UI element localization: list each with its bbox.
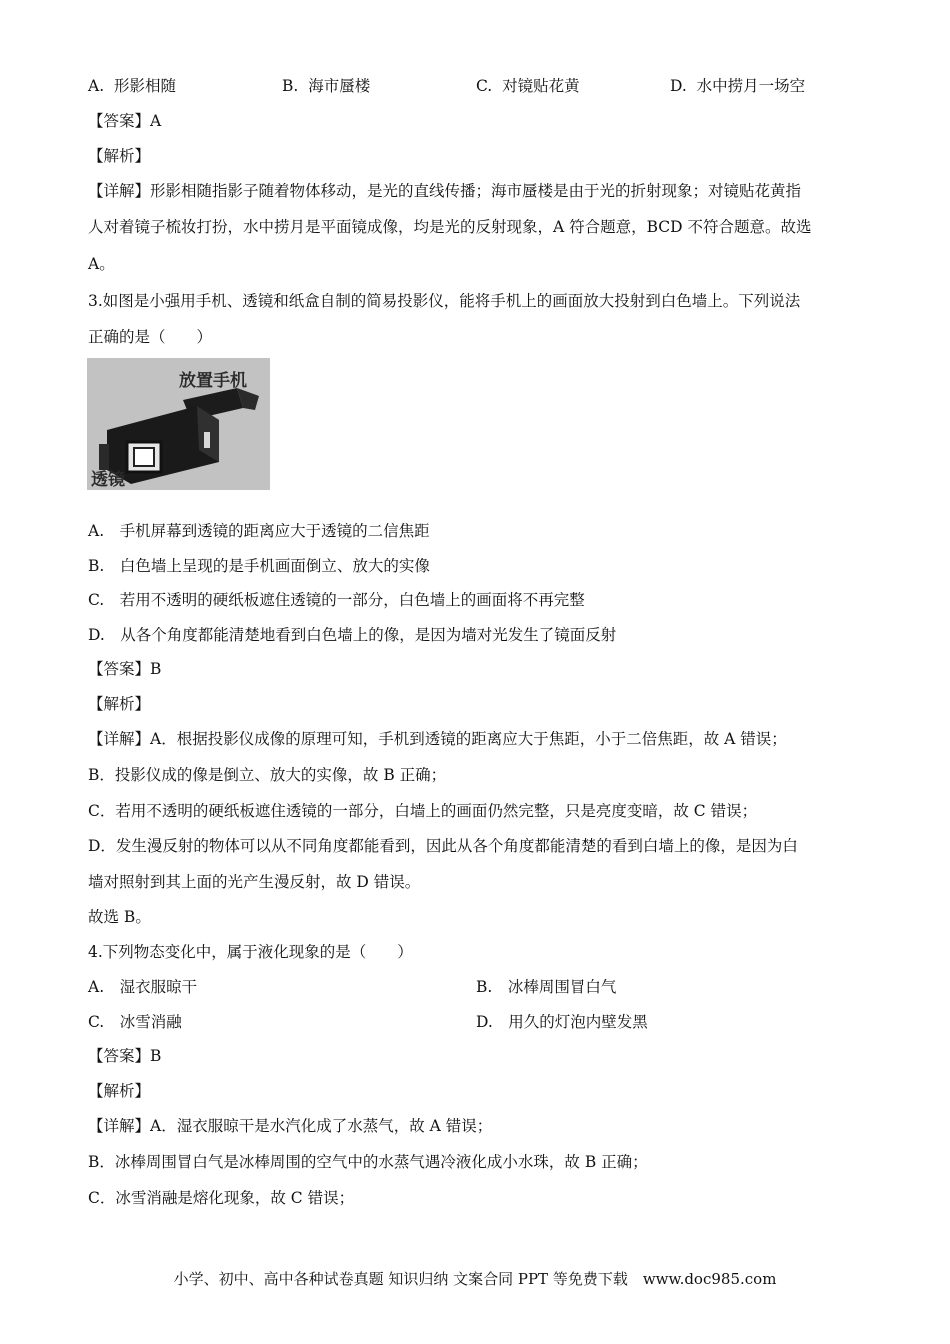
q3-detail-line: D．发生漫反射的物体可以从不同角度都能看到，因此从各个角度都能清楚的看到白墙上的像，是因为白 [88, 837, 798, 855]
q4-analysis-heading: 【解析】 [88, 1082, 151, 1100]
q4-detail-line: C．冰雪消融是熔化现象，故 C 错误； [88, 1189, 355, 1207]
q2-detail-line: 人对着镜子梳妆打扮，水中捞月是平面镜成像，均是光的反射现象，A 符合题意，BCD 不符合题意。故选 [88, 218, 812, 236]
q3-detail-line: 墙对照射到其上面的光产生漫反射，故 D 错误。 [88, 873, 421, 891]
q4-option-b: B. 冰棒周围冒白气 [476, 978, 617, 996]
q3-detail-line: C．若用不透明的硬纸板遮住透镜的一部分，白墙上的画面仍然完整，只是亮度变暗，故 C 错误； [88, 802, 758, 820]
q4-option-a: A. 湿衣服晾干 [88, 978, 198, 996]
q3-option-a: A. 手机屏幕到透镜的距离应大于透镜的二信焦距 [88, 522, 430, 540]
q4-option-c: C. 冰雪消融 [88, 1013, 182, 1031]
projector-figure [87, 358, 270, 490]
q2-detail-line: A。 [88, 255, 115, 273]
figure-label-phone: 放置手机 [179, 371, 247, 391]
q4-detail-line: B．冰棒周围冒白气是冰棒周围的空气中的水蒸气遇冷液化成小水珠，故 B 正确； [88, 1153, 648, 1171]
q2-option-b: B. 海市蜃楼 [282, 77, 371, 95]
q3-option-c: C. 若用不透明的硬纸板遮住透镜的一部分，白色墙上的画面将不再完整 [88, 591, 585, 609]
q3-option-b: B. 白色墙上呈现的是手机画面倒立、放大的实像 [88, 557, 430, 575]
q2-answer: 【答案】A [88, 112, 162, 130]
q2-option-d: D. 水中捞月一场空 [670, 77, 806, 95]
q4-answer: 【答案】B [88, 1047, 162, 1065]
figure-label-lens: 透镜 [91, 470, 125, 490]
q4-option-d: D. 用久的灯泡内壁发黑 [476, 1013, 648, 1031]
q4-stem: 4.下列物态变化中，属于液化现象的是（ ） [88, 943, 413, 961]
q3-analysis-heading: 【解析】 [88, 695, 151, 713]
page-footer: 小学、初中、高中各种试卷真题 知识归纳 文案合同 PPT 等免费下载 www.doc985.com [173, 1270, 777, 1288]
q3-detail-line: 【详解】A．根据投影仪成像的原理可知，手机到透镜的距离应大于焦距，小于二倍焦距，故 A 错误； [88, 730, 787, 748]
q3-detail-line: B．投影仪成的像是倒立、放大的实像，故 B 正确； [88, 766, 447, 784]
q2-option-c: C. 对镜贴花黄 [476, 77, 580, 95]
q4-detail-line: 【详解】A．湿衣服晾干是水汽化成了水蒸气，故 A 错误； [88, 1117, 493, 1135]
q3-stem: 正确的是（ ） [88, 328, 213, 346]
q2-detail-line: 【详解】形影相随指影子随着物体移动，是光的直线传播；海市蜃楼是由于光的折射现象；对镜贴花黄指 [88, 182, 802, 200]
q3-option-d: D. 从各个角度都能清楚地看到白色墙上的像，是因为墙对光发生了镜面反射 [88, 626, 617, 644]
q3-stem: 3.如图是小强用手机、透镜和纸盒自制的简易投影仪，能将手机上的画面放大投射到白色墙上。下列说法 [88, 292, 801, 310]
q2-analysis-heading: 【解析】 [88, 147, 151, 165]
q2-option-a: A. 形影相随 [88, 77, 176, 95]
q3-detail-line: 故选 B。 [88, 908, 151, 926]
q3-answer: 【答案】B [88, 660, 162, 678]
